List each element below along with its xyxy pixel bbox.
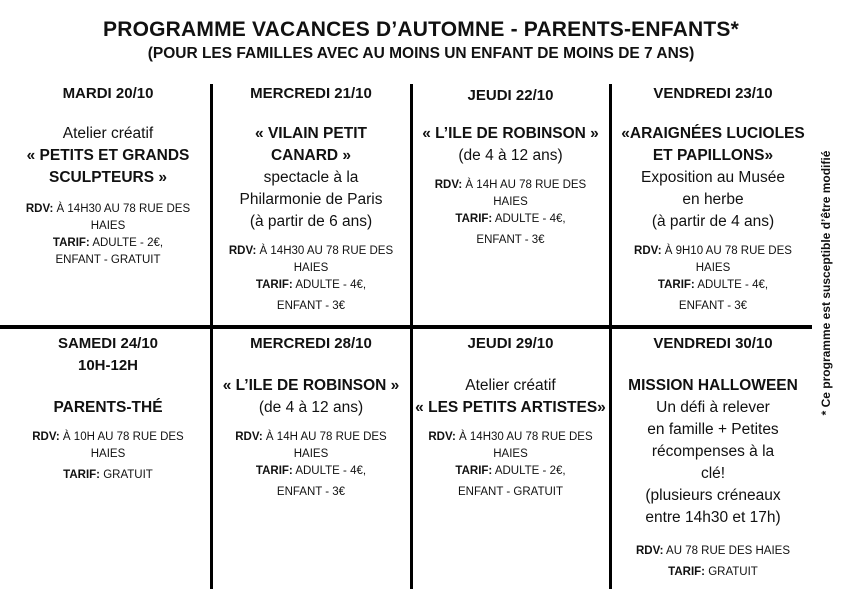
day-heading: SAMEDI 24/10 <box>57 335 159 352</box>
activity-title: CANARD » <box>270 147 352 164</box>
rdv-info: HAIES <box>695 262 731 274</box>
tarif-info: ENFANT - GRATUIT <box>458 486 563 498</box>
rdv-info: RDV: À 14H30 AU 78 RUE DES <box>25 203 191 215</box>
activity-title: « LES PETITS ARTISTES» <box>415 399 606 416</box>
rdv-info: RDV: À 9H10 AU 78 RUE DES <box>634 245 792 257</box>
tarif-info: TARIF: GRATUIT <box>668 566 758 578</box>
day-heading: JEUDI 22/10 <box>467 87 554 104</box>
tarif-info: ENFANT - 3€ <box>276 300 346 312</box>
activity-title: MISSION HALLOWEEN <box>628 377 798 394</box>
rdv-info: HAIES <box>293 262 329 274</box>
activity-text: (de 4 à 12 ans) <box>458 147 563 164</box>
day-heading: VENDREDI 23/10 <box>653 85 773 102</box>
activity-text: en herbe <box>682 191 744 208</box>
day-heading: MERCREDI 28/10 <box>250 335 372 352</box>
rdv-info: HAIES <box>90 220 126 232</box>
side-note-text: * Ce programme est susceptible d’être modifié <box>819 150 833 416</box>
day-cell-samedi <box>8 333 208 484</box>
activity-title: SCULPTEURS » <box>49 169 167 186</box>
activity-text: (à partir de 6 ans) <box>249 213 373 230</box>
day-heading: MARDI 20/10 <box>62 85 154 102</box>
rdv-info: RDV: À 10H AU 78 RUE DES <box>32 431 184 443</box>
activity-text: clé! <box>700 465 726 482</box>
activity-text: en famille + Petites <box>647 421 779 438</box>
activity-title: « PETITS ET GRANDS <box>26 147 190 164</box>
tarif-info: TARIF: ADULTE - 4€, <box>255 465 367 477</box>
day-cell-mercredi-28 <box>212 333 410 501</box>
day-heading: MERCREDI 21/10 <box>250 85 372 102</box>
activity-title: « VILAIN PETIT <box>255 125 367 142</box>
time-range: 10H-12H <box>77 357 139 374</box>
page-subtitle: (POUR LES FAMILLES AVEC AU MOINS UN ENFANT DE MOINS DE 7 ANS) <box>147 45 695 62</box>
day-cell-vendredi-23 <box>611 83 815 315</box>
day-cell-jeudi-22 <box>412 85 609 249</box>
rdv-info: RDV: À 14H AU 78 RUE DES <box>235 431 387 443</box>
day-cell-vendredi-30 <box>611 333 815 581</box>
activity-title: « L’ILE DE ROBINSON » <box>222 377 400 394</box>
activity-title: PARENTS-THÉ <box>53 399 163 416</box>
activity-text: Un défi à relever <box>656 399 770 416</box>
activity-text: Atelier créatif <box>62 125 154 142</box>
activity-text: Atelier créatif <box>465 377 556 394</box>
rdv-info: RDV: AU 78 RUE DES HAIES <box>635 545 791 557</box>
activity-title: «ARAIGNÉES LUCIOLES <box>621 125 805 142</box>
activity-text: Philarmonie de Paris <box>239 191 383 208</box>
day-cell-jeudi-29 <box>412 333 609 501</box>
tarif-info: ENFANT - 3€ <box>276 486 346 498</box>
rdv-info: RDV: À 14H30 AU 78 RUE DES <box>228 245 394 257</box>
rdv-info: RDV: À 14H AU 78 RUE DES <box>434 179 587 191</box>
activity-title: ET PAPILLONS» <box>652 147 774 164</box>
tarif-info: TARIF: ADULTE - 2€, <box>52 237 164 249</box>
rdv-info: HAIES <box>493 448 528 460</box>
activity-text: spectacle à la <box>263 169 359 186</box>
activity-text: (de 4 à 12 ans) <box>258 399 364 416</box>
tarif-info: TARIF: ADULTE - 4€, <box>455 213 566 225</box>
horizontal-divider <box>0 325 812 329</box>
activity-text: entre 14h30 et 17h) <box>645 509 781 526</box>
tarif-info: ENFANT - GRATUIT <box>55 254 161 266</box>
activity-text: (plusieurs créneaux <box>645 487 781 504</box>
tarif-info: TARIF: ADULTE - 4€, <box>255 279 367 291</box>
day-cell-mardi <box>8 83 208 269</box>
day-heading: VENDREDI 30/10 <box>653 335 773 352</box>
tarif-info: TARIF: ADULTE - 4€, <box>657 279 769 291</box>
day-cell-mercredi-21 <box>212 83 410 315</box>
page-title: PROGRAMME VACANCES D’AUTOMNE - PARENTS-ENFANTS* <box>103 18 739 41</box>
rdv-info: RDV: À 14H30 AU 78 RUE DES <box>428 431 593 443</box>
day-heading: JEUDI 29/10 <box>467 335 554 352</box>
tarif-info: ENFANT - 3€ <box>476 234 545 246</box>
tarif-info: ENFANT - 3€ <box>678 300 748 312</box>
activity-title: « L’ILE DE ROBINSON » <box>422 125 599 142</box>
side-note <box>818 99 834 467</box>
activity-text: Exposition au Musée <box>641 169 785 186</box>
rdv-info: HAIES <box>493 196 528 208</box>
rdv-info: HAIES <box>90 448 126 460</box>
activity-text: (à partir de 4 ans) <box>651 213 775 230</box>
rdv-info: HAIES <box>293 448 329 460</box>
tarif-info: TARIF: GRATUIT <box>63 469 153 481</box>
activity-text: récompenses à la <box>651 443 775 460</box>
tarif-info: TARIF: ADULTE - 2€, <box>455 465 566 477</box>
